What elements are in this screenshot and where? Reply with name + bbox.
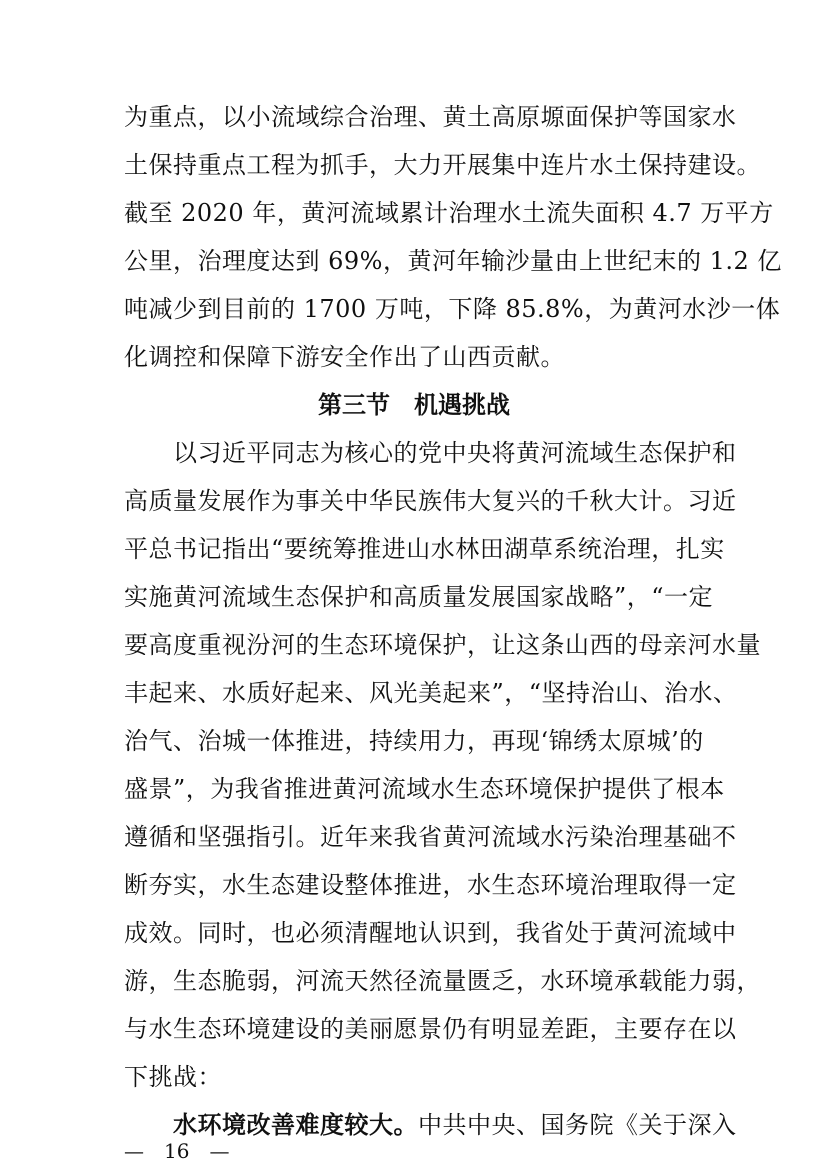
paragraph-line: 断夯实，水生态建设整体推进，水生态环境治理取得一定 — [124, 871, 737, 899]
page-number-footer: — 16 — — [124, 1139, 230, 1163]
paragraph-line: 截至 2020 年，黄河流域累计治理水土流失面积 4.7 万平方 — [124, 199, 774, 227]
paragraph-line: 要高度重视汾河的生态环境保护，让这条山西的母亲河水量 — [124, 631, 761, 659]
paragraph-line: 公里，治理度达到 69%，黄河年输沙量由上世纪末的 1.2 亿 — [124, 247, 782, 275]
section-heading: 第三节 机遇挑战 — [318, 390, 510, 419]
paragraph-line: 以习近平同志为核心的党中央将黄河流域生态保护和 — [124, 439, 737, 467]
paragraph-line: 遵循和坚强指引。近年来我省黄河流域水污染治理基础不 — [124, 823, 737, 851]
paragraph-line: 与水生态环境建设的美丽愿景仍有明显差距，主要存在以 — [124, 1015, 737, 1043]
paragraph-line: 高质量发展作为事关中华民族伟大复兴的千秋大计。习近 — [124, 487, 737, 515]
paragraph-line: 化调控和保障下游安全作出了山西贡献。 — [124, 343, 565, 371]
paragraph-line: 实施黄河流域生态保护和高质量发展国家战略”，“一定 — [124, 583, 714, 611]
paragraph-line: 平总书记指出“要统筹推进山水林田湖草系统治理，扎实 — [124, 535, 725, 563]
bold-lead-text: 水环境改善难度较大。 — [124, 1110, 418, 1139]
paragraph-text: 中共中央、国务院《关于深入 — [418, 1111, 737, 1139]
paragraph-line: 治气、治城一体推进，持续用力，再现‘锦绣太原城’的 — [124, 727, 704, 755]
paragraph-line: 下挑战： — [124, 1063, 222, 1091]
paragraph-line: 土保持重点工程为抓手，大力开展集中连片水土保持建设。 — [124, 151, 761, 179]
paragraph-line: 盛景”，为我省推进黄河流域水生态环境保护提供了根本 — [124, 775, 725, 803]
paragraph-line: 丰起来、水质好起来、风光美起来”，“坚持治山、治水、 — [124, 679, 738, 707]
paragraph-line: 游，生态脆弱，河流天然径流量匮乏，水环境承载能力弱， — [124, 967, 761, 995]
paragraph-line: 为重点，以小流域综合治理、黄土高原塬面保护等国家水 — [124, 103, 737, 131]
paragraph-line: 成效。同时，也必须清醒地认识到，我省处于黄河流域中 — [124, 919, 737, 947]
paragraph-line: 吨减少到目前的 1700 万吨，下降 85.8%，为黄河水沙一体 — [124, 295, 781, 323]
